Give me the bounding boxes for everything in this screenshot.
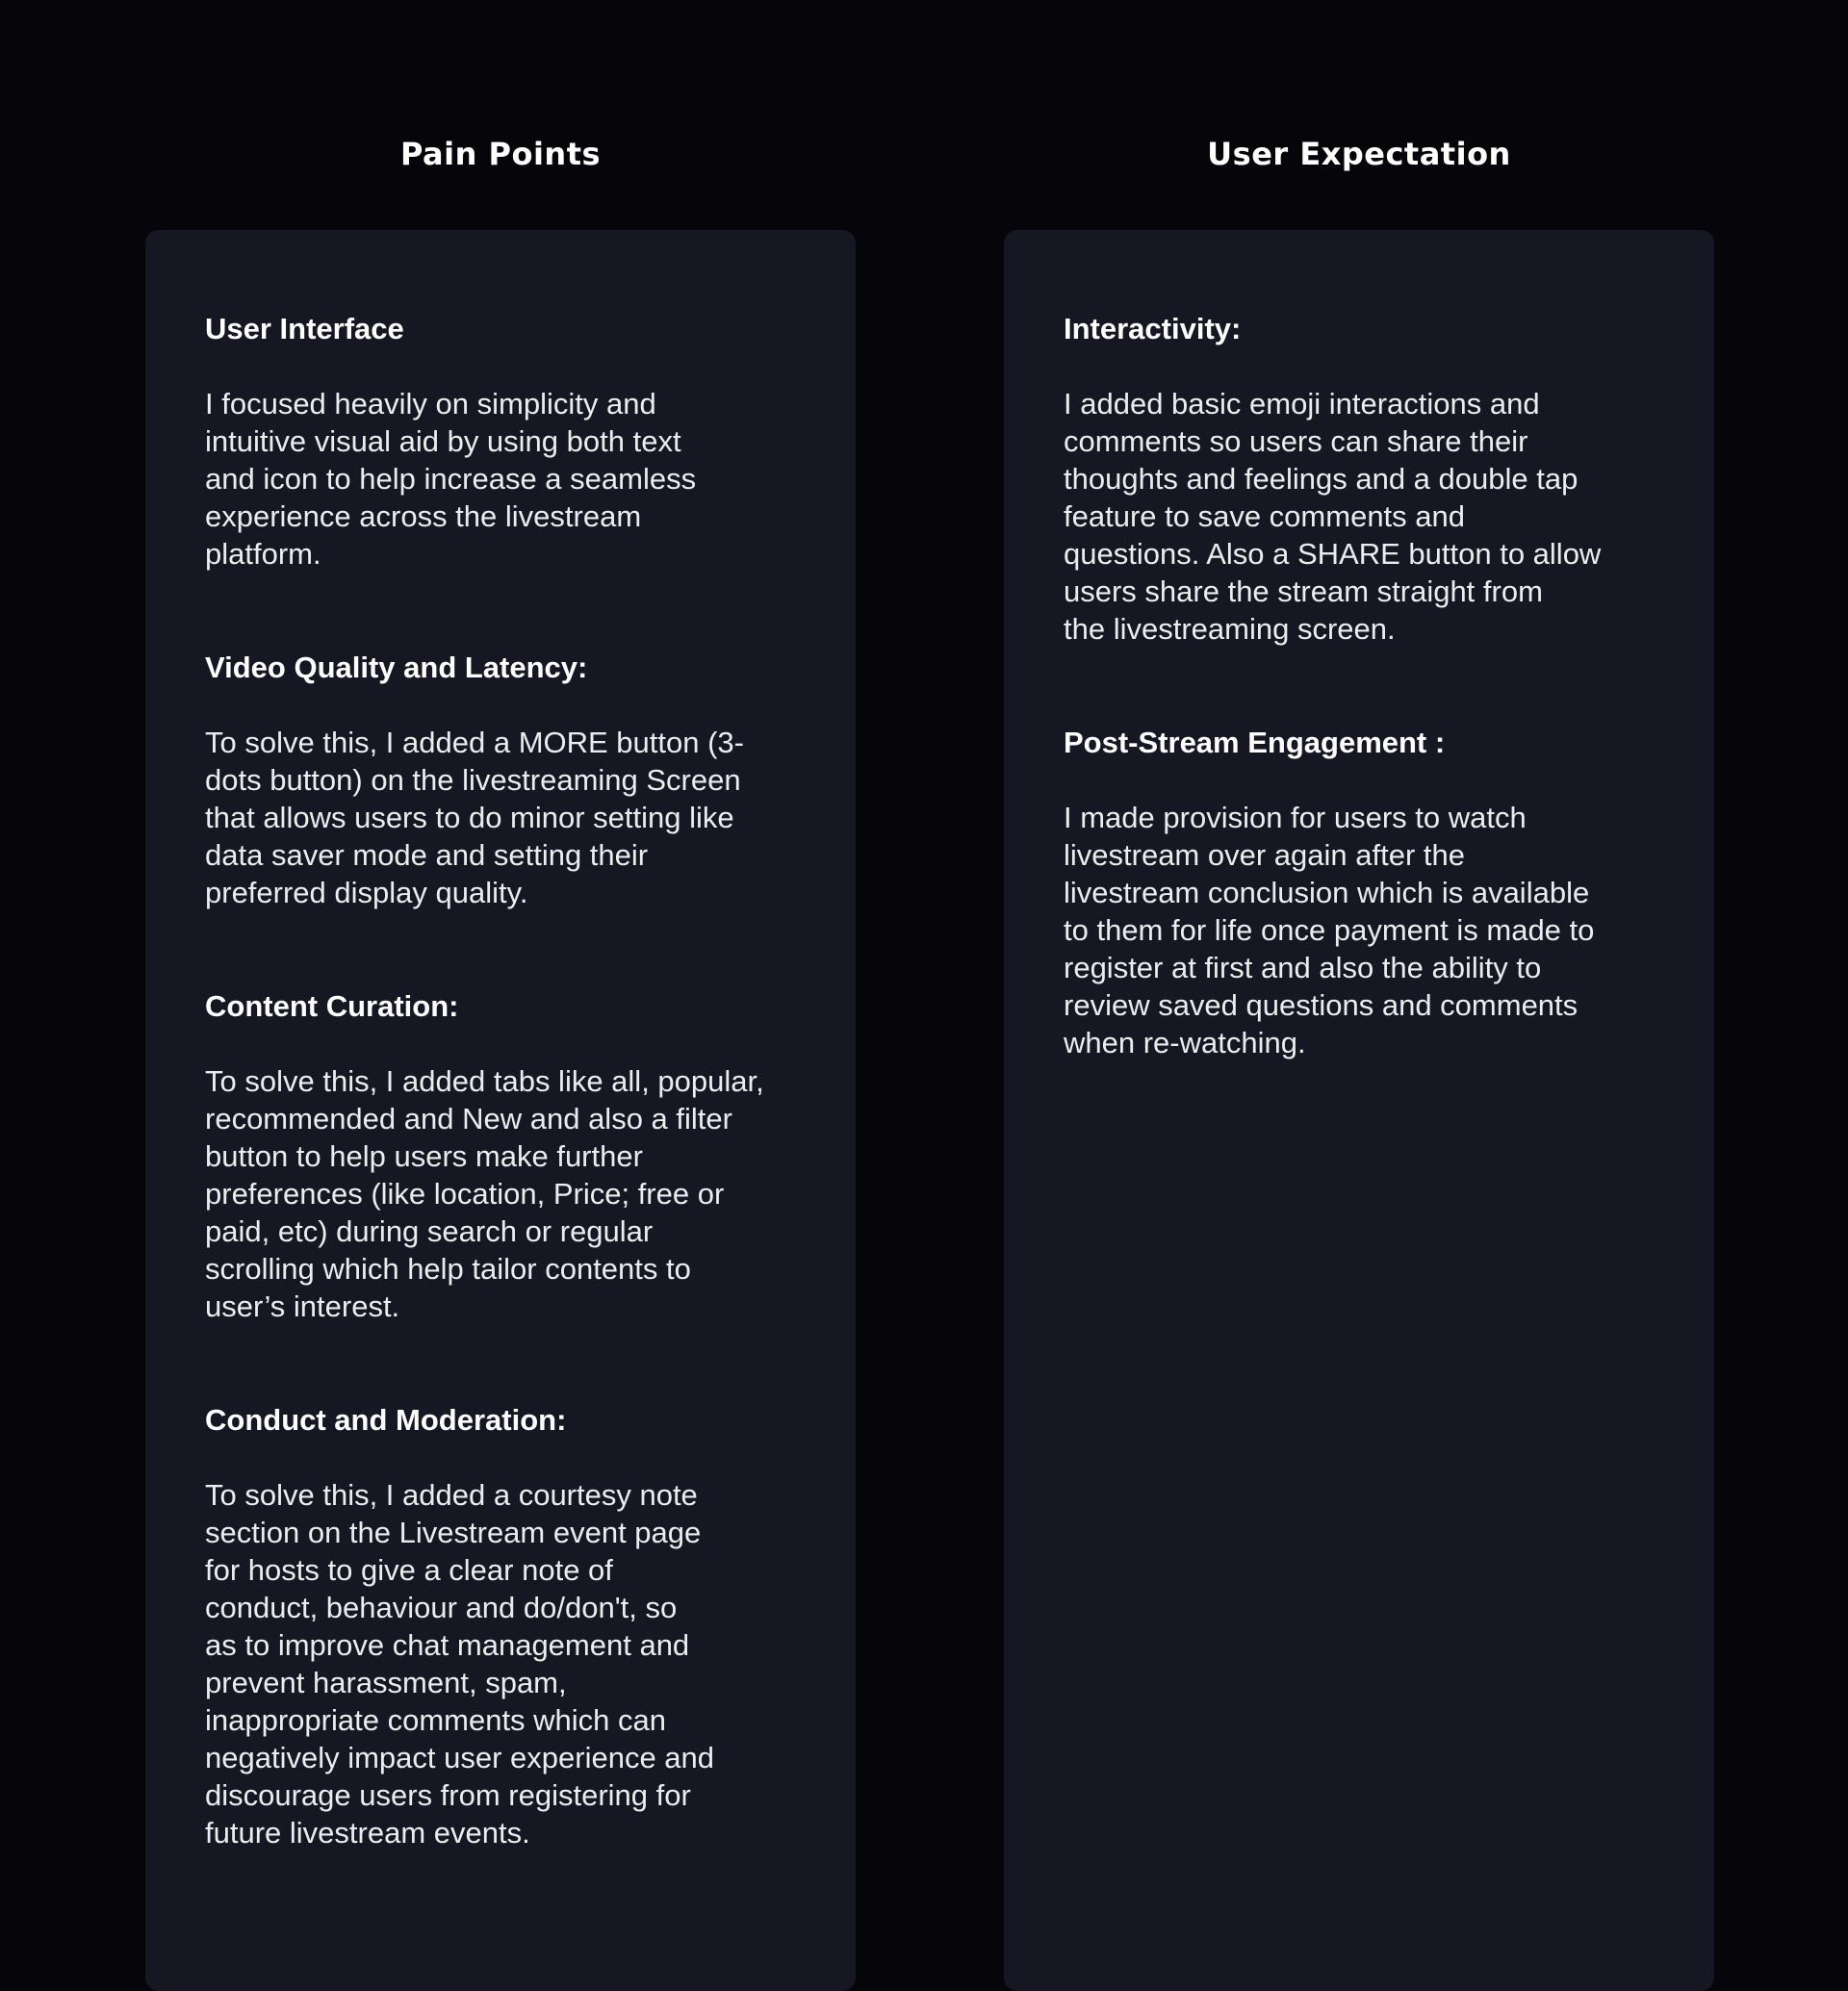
section-heading: Content Curation: xyxy=(205,989,459,1023)
user-expectation-card xyxy=(1004,230,1714,1991)
section-body: I added basic emoji interactions and comments so users can share their thoughts and feelings and a double tap feature to save comments and questions. Also a SHARE button to allow users share the stream straight from the livestreaming screen. xyxy=(1064,387,1602,646)
pain-points-title: Pain Points xyxy=(399,136,602,172)
section-heading: Conduct and Moderation: xyxy=(205,1403,567,1437)
section-body: To solve this, I added a courtesy note section on the Livestream event page for hosts to give a clear note of conduct, behaviour and do/don't, so as to improve chat management and prevent harassment, spam, inappropriate comments which can negatively impact user experience and discourage users from registering for future livestream events. xyxy=(205,1478,715,1850)
section-content-curation xyxy=(205,987,819,1325)
section-heading: User Interface xyxy=(205,312,404,345)
section-video-quality xyxy=(205,649,819,911)
section-body: To solve this, I added a MORE button (3- dots button) on the livestreaming Screen that allows users to do minor setting like data saver mode and setting their preferred display quality. xyxy=(205,726,744,909)
pain-points-card xyxy=(145,230,856,1991)
section-body: I focused heavily on simplicity and intuitive visual aid by using both text and icon to help increase a seamless experience across the livestream platform. xyxy=(205,387,697,571)
user-expectation-title: User Expectation xyxy=(1207,136,1511,172)
section-body: I made provision for users to watch livestream over again after the livestream conclusion which is available to them for life once payment is made to register at first and also the ability to review saved questions and comments when re-watching. xyxy=(1064,801,1595,1059)
section-conduct-moderation xyxy=(205,1401,819,1851)
section-user-interface xyxy=(205,310,819,573)
section-post-stream-engagement xyxy=(1064,724,1678,1061)
section-heading: Interactivity: xyxy=(1064,312,1242,345)
section-body: To solve this, I added tabs like all, popular, recommended and New and also a filter button to help users make further preferences (like location, Price; free or paid, etc) during search or regular scrolling which help tailor contents to user’s interest. xyxy=(205,1064,764,1323)
section-heading: Video Quality and Latency: xyxy=(205,651,588,684)
section-heading: Post-Stream Engagement : xyxy=(1064,726,1446,759)
section-interactivity xyxy=(1064,310,1678,648)
